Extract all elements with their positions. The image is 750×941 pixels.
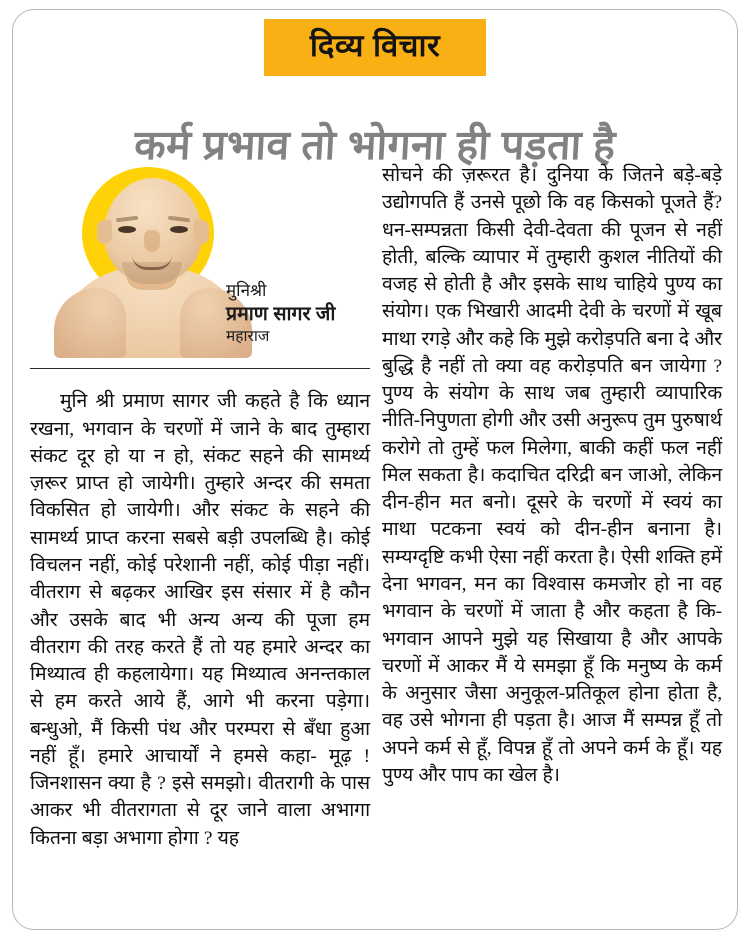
column-right bbox=[382, 162, 722, 927]
portrait-eye-right bbox=[170, 226, 188, 233]
article-frame bbox=[12, 9, 738, 930]
portrait-eye-left bbox=[118, 226, 136, 233]
portrait-shoulder-left bbox=[54, 288, 126, 358]
article-body-left: मुनि श्री प्रमाण सागर जी कहते है कि ध्यान रखना, भगवान के चरणों में जाने के बाद तुम्हारा संकट दूर हो या न हो, संकट सहने की सामर्थ्य ज़रूर प्राप्त हो जायेगी। तुम्हारे अन्दर की समता विकसित हो जायेगी। और संकट के सहने की सामर्थ्य प्राप्त करना सबसे बड़ी उपलब्धि है। कोई विचलन नहीं, कोई परेशानी नहीं, कोई पीड़ा नहीं। वीतराग से बढ़कर आखिर इस संसार में है कौन और उसके बाद भी अन्य अन्य की पूजा हम वीतराग की तरह करते हैं तो यह हमारे अन्दर का मिथ्यात्व ही कहलायेगा। यह मिथ्यात्व अनन्तकाल से हम करते आये हैं, आगे भी करना पड़ेगा। बन्धुओ, मैं किसी पंथ और परम्परा से बँधा हुआ नहीं हूँ। हमारे आचार्यों ने हमसे कहा- मूढ़ ! जिनशासन क्या है ? इसे समझो। वीतरागी के पास आकर भी वीतरागता से दूर जाने वाला अभागा कितना बड़ा अभागा होगा ? यह bbox=[30, 391, 370, 849]
portrait-block bbox=[30, 162, 370, 362]
portrait-ear-right bbox=[194, 220, 209, 244]
portrait-ear-left bbox=[97, 220, 112, 244]
portrait-caption bbox=[226, 280, 376, 347]
article-headline: कर्म प्रभाव तो भोगना ही पड़ता है bbox=[133, 122, 617, 169]
article-columns bbox=[30, 162, 722, 927]
column-divider-rule bbox=[30, 368, 370, 369]
caption-honorific: मुनिश्री bbox=[226, 281, 267, 300]
article-body-right: सोचने की ज़रूरत है। दुनिया के जितने बड़े-बड़े उद्योगपति हैं उनसे पूछो कि वह किसको पूजते हैं? धन-सम्पन्नता किसी देवी-देवता की पूजन से नहीं होती, बल्कि व्यापार में तुम्हारी कुशल नीतियों की वजह से होती है और इसके साथ चाहिये पुण्य का संयोग। एक भिखारी आदमी देवी के चरणों में खूब माथा रगड़े और कहे कि मुझे करोड़पति बना दे और बुद्धि है नहीं तो क्या वह करोड़पति बन जायेगा ? पुण्य के संयोग के साथ जब तुम्हारी व्यापारिक नीति-निपुणता होगी और उसी अनुरूप तुम पुरुषार्थ करोगे तो तुम्हें फल मिलेगा, बाकी कहीं फल नहीं मिल सकता है। कदाचित दरिद्री बन जाओ, लेकिन दीन-हीन मत बनो। दूसरे के चरणों में स्वयं का माथा पटकना स्वयं को दीन-हीन बनाना है। सम्यग्दृष्टि कभी ऐसा नहीं करता है। ऐसी शक्ति हमें देना भगवन, मन का विश्वास कमजोर हो ना वह भगवान के चरणों में जाता है और कहता है कि- भगवान आपने मुझे यह सिखाया है और आपके चरणों में आकर मैं ये समझा हूँ कि मनुष्य के कर्म के अनुसार जैसा अनुकूल-प्रतिकूल होना होता है, वह उसे भोगना ही पड़ता है। आज मैं सम्पन्न हूँ तो अपने कर्म से हूँ, विपन्न हूँ तो अपने कर्म के हूँ। यह पुण्य और पाप का खेल है। bbox=[382, 165, 722, 786]
kicker-banner-wrap bbox=[13, 19, 737, 76]
monk-portrait-photo bbox=[52, 170, 252, 357]
column-left bbox=[30, 162, 370, 927]
caption-title: महाराज bbox=[226, 328, 270, 346]
section-kicker-divya-vichar: दिव्य विचार bbox=[264, 19, 486, 76]
portrait-nose bbox=[144, 230, 160, 252]
caption-name: प्रमाण सागर जी bbox=[226, 302, 336, 325]
